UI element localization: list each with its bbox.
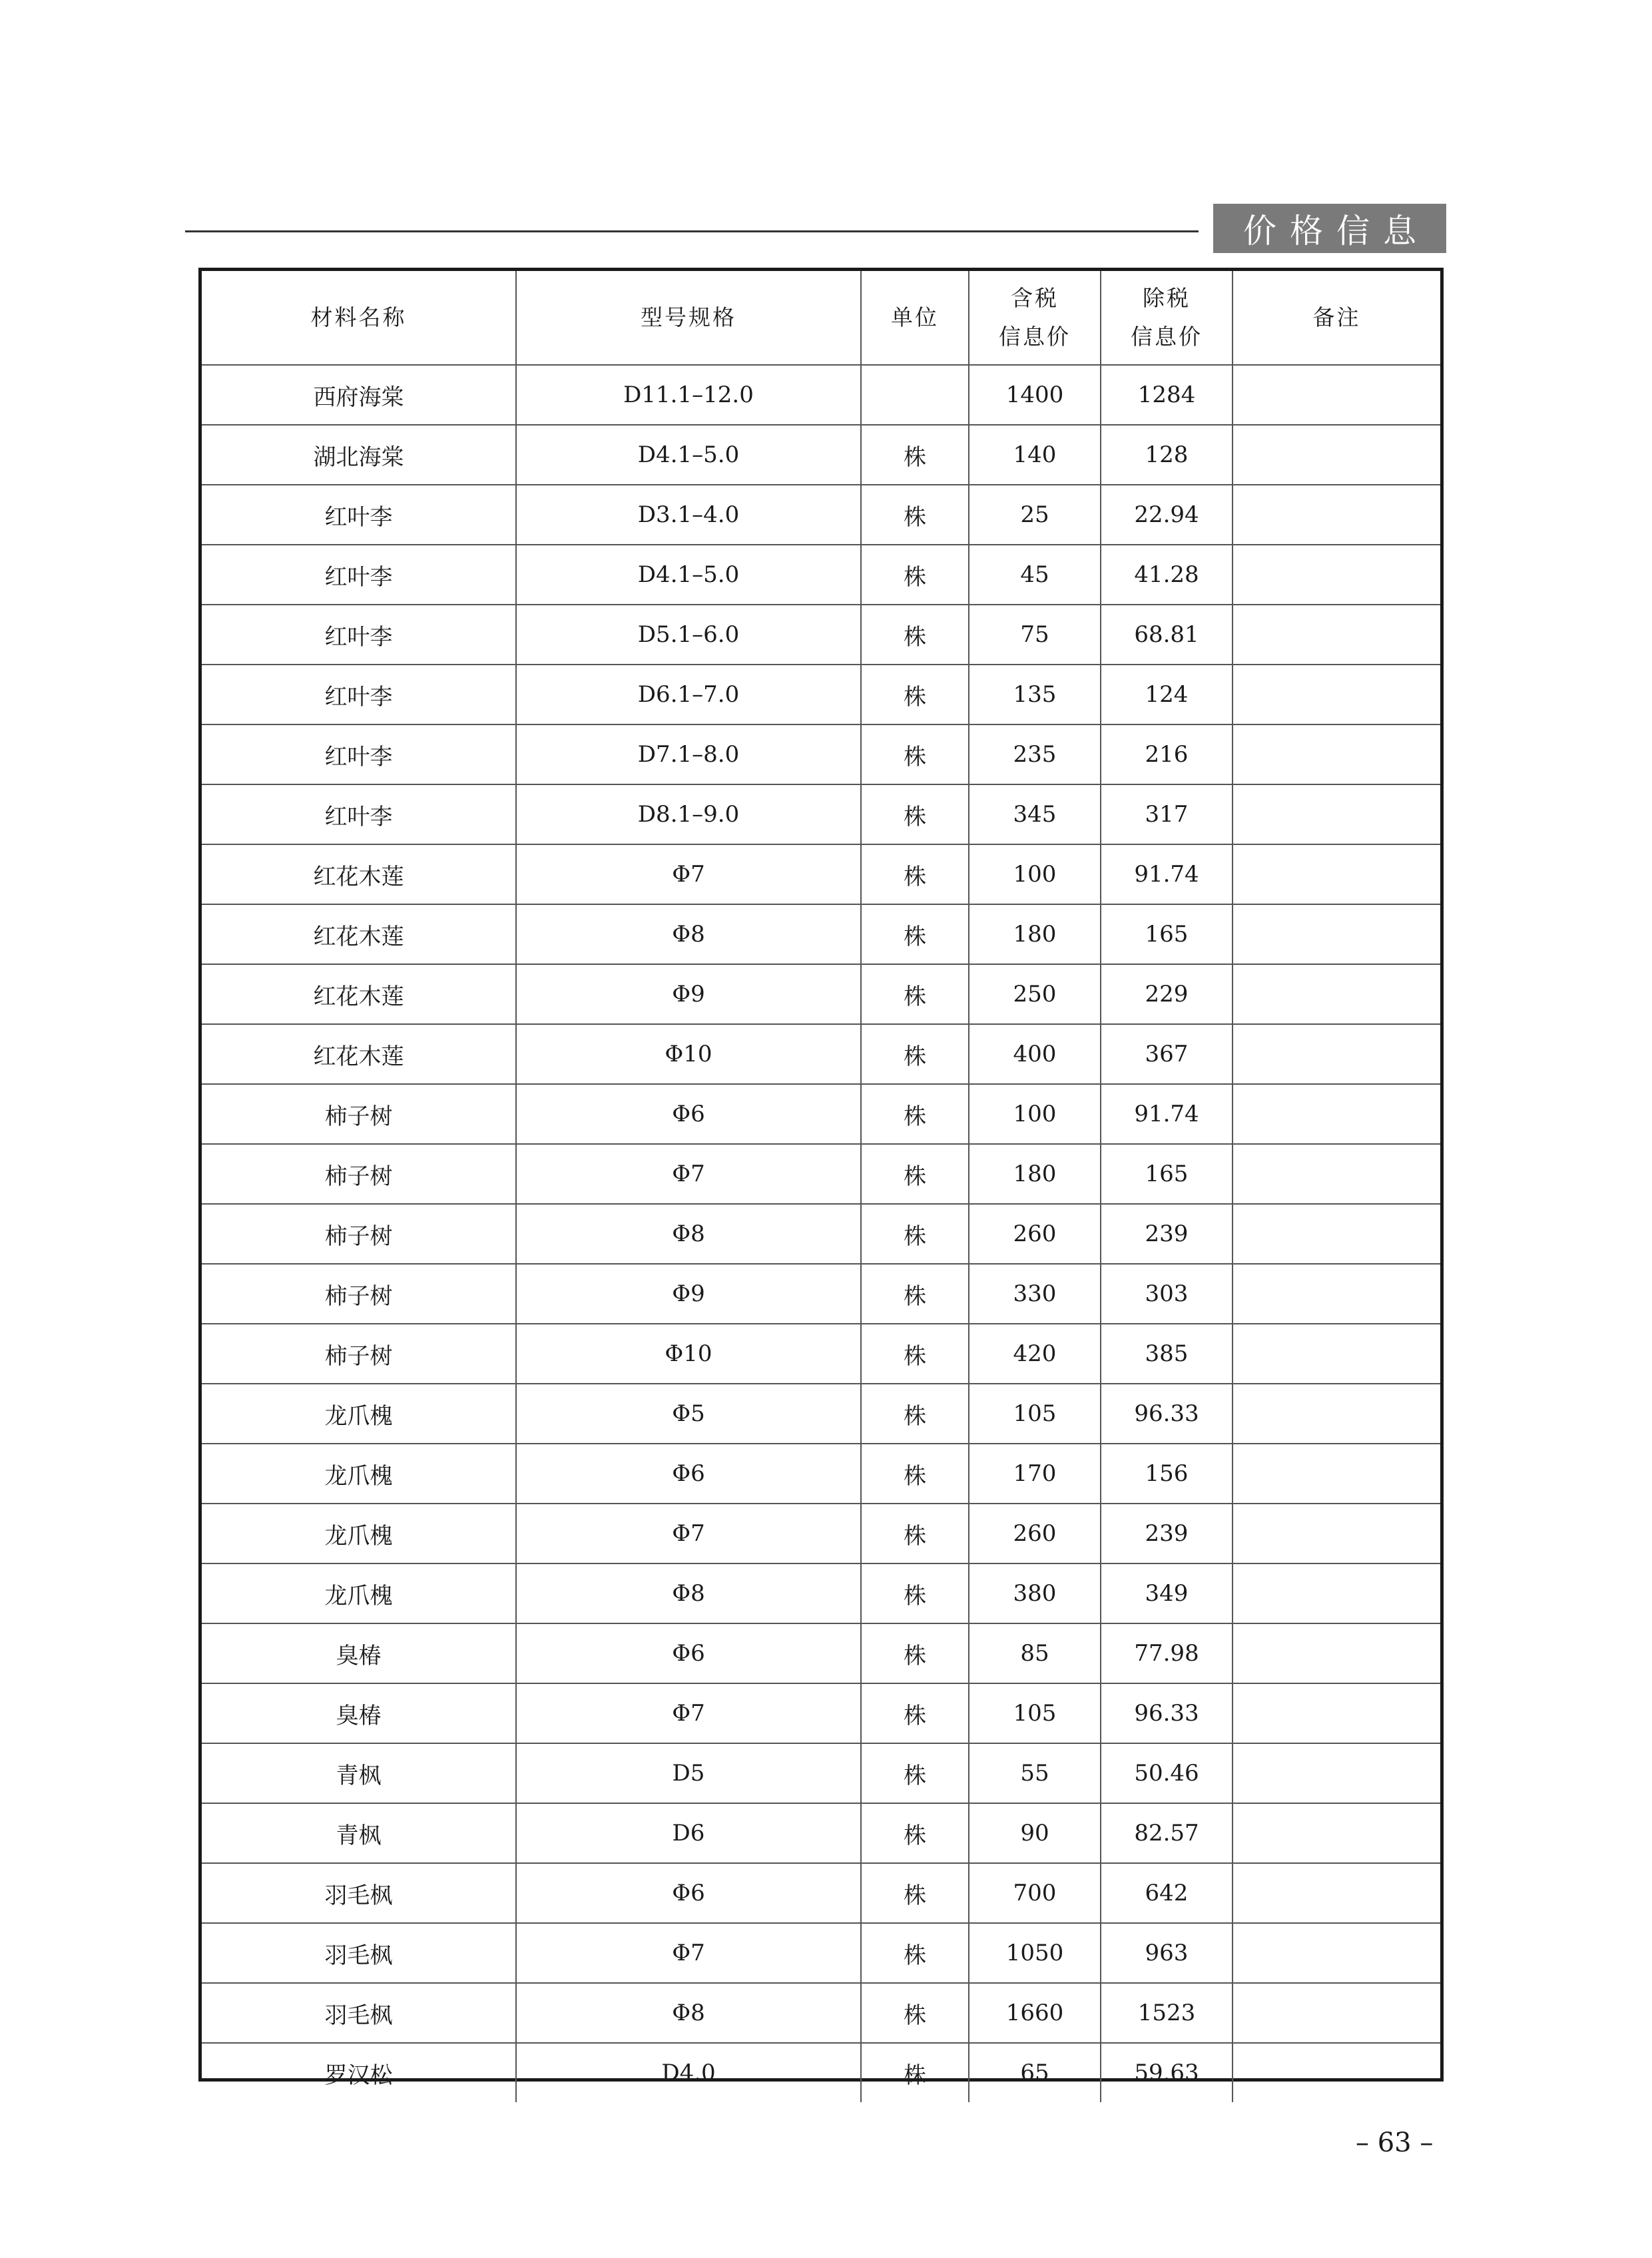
cell-tax-excl-price: 317 — [1101, 784, 1233, 844]
cell-remark — [1233, 1084, 1440, 1144]
cell-spec: D4.1–5.0 — [516, 425, 861, 485]
table-row — [202, 1444, 1440, 1504]
cell-tax-incl-price: 260 — [969, 1204, 1101, 1264]
cell-tax-incl-price: 140 — [969, 425, 1101, 485]
cell-tax-excl-price: 91.74 — [1101, 844, 1233, 904]
cell-tax-incl-price: 400 — [969, 1024, 1101, 1084]
cell-spec: Φ8 — [516, 904, 861, 964]
cell-tax-incl-price: 420 — [969, 1324, 1101, 1384]
col-header-tax-incl — [969, 271, 1101, 365]
cell-unit: 株 — [861, 784, 969, 844]
cell-spec: Φ8 — [516, 1563, 861, 1623]
cell-tax-excl-price: 349 — [1101, 1563, 1233, 1623]
cell-tax-incl-price: 65 — [969, 2043, 1101, 2102]
cell-tax-incl-price: 105 — [969, 1683, 1101, 1743]
cell-tax-excl-price: 128 — [1101, 425, 1233, 485]
cell-tax-excl-price: 229 — [1101, 964, 1233, 1024]
cell-unit: 株 — [861, 1264, 969, 1324]
cell-tax-excl-price: 91.74 — [1101, 1084, 1233, 1144]
table-row — [202, 1983, 1440, 2043]
cell-unit: 株 — [861, 1084, 969, 1144]
cell-spec: Φ8 — [516, 1983, 861, 2043]
cell-spec: Φ7 — [516, 1504, 861, 1563]
cell-remark — [1233, 1384, 1440, 1444]
cell-spec: D7.1–8.0 — [516, 724, 861, 784]
cell-name: 柿子树 — [202, 1144, 516, 1204]
cell-unit: 株 — [861, 1444, 969, 1504]
section-title: 价格信息 — [1213, 204, 1446, 253]
cell-tax-excl-price: 963 — [1101, 1923, 1233, 1983]
table-row — [202, 425, 1440, 485]
table-header-row — [202, 271, 1440, 365]
cell-spec: Φ6 — [516, 1623, 861, 1683]
cell-spec: D6.1–7.0 — [516, 665, 861, 724]
price-table — [202, 271, 1440, 2102]
cell-unit: 株 — [861, 1384, 969, 1444]
cell-unit: 株 — [861, 1923, 969, 1983]
cell-remark — [1233, 2043, 1440, 2102]
cell-tax-incl-price: 260 — [969, 1504, 1101, 1563]
cell-unit: 株 — [861, 665, 969, 724]
table-row — [202, 1204, 1440, 1264]
cell-spec: D8.1–9.0 — [516, 784, 861, 844]
cell-tax-excl-price: 385 — [1101, 1324, 1233, 1384]
cell-tax-excl-price: 77.98 — [1101, 1623, 1233, 1683]
cell-spec: D5 — [516, 1743, 861, 1803]
table-row — [202, 1743, 1440, 1803]
price-table-frame — [198, 268, 1444, 2089]
cell-tax-excl-price: 96.33 — [1101, 1683, 1233, 1743]
table-row — [202, 724, 1440, 784]
table-row — [202, 844, 1440, 904]
cell-name: 龙爪槐 — [202, 1444, 516, 1504]
cell-remark — [1233, 1504, 1440, 1563]
cell-tax-incl-price: 180 — [969, 1144, 1101, 1204]
table-row — [202, 2043, 1440, 2102]
col-header-tax-excl-line1: 除税 — [1143, 285, 1191, 311]
cell-tax-excl-price: 41.28 — [1101, 545, 1233, 605]
cell-unit: 株 — [861, 545, 969, 605]
cell-name: 柿子树 — [202, 1204, 516, 1264]
cell-unit: 株 — [861, 1563, 969, 1623]
cell-remark — [1233, 1803, 1440, 1863]
cell-tax-incl-price: 1400 — [969, 365, 1101, 425]
cell-spec: Φ6 — [516, 1084, 861, 1144]
cell-name: 湖北海棠 — [202, 425, 516, 485]
cell-name: 青枫 — [202, 1803, 516, 1863]
cell-unit: 株 — [861, 1983, 969, 2043]
cell-unit: 株 — [861, 1324, 969, 1384]
cell-tax-incl-price: 180 — [969, 904, 1101, 964]
cell-spec: Φ7 — [516, 1683, 861, 1743]
cell-remark — [1233, 1563, 1440, 1623]
cell-spec: Φ9 — [516, 964, 861, 1024]
cell-tax-excl-price: 82.57 — [1101, 1803, 1233, 1863]
col-header-tax-excl — [1101, 271, 1233, 365]
cell-remark — [1233, 904, 1440, 964]
cell-tax-incl-price: 135 — [969, 665, 1101, 724]
cell-spec: D4.0 — [516, 2043, 861, 2102]
col-header-tax-excl-line2: 信息价 — [1131, 324, 1203, 350]
cell-name: 柿子树 — [202, 1324, 516, 1384]
cell-tax-incl-price: 100 — [969, 1084, 1101, 1144]
cell-tax-incl-price: 1660 — [969, 1983, 1101, 2043]
table-row — [202, 784, 1440, 844]
cell-name: 红叶李 — [202, 784, 516, 844]
cell-tax-incl-price: 380 — [969, 1563, 1101, 1623]
cell-remark — [1233, 1623, 1440, 1683]
cell-remark — [1233, 665, 1440, 724]
cell-tax-incl-price: 170 — [969, 1444, 1101, 1504]
cell-remark — [1233, 724, 1440, 784]
cell-tax-excl-price: 239 — [1101, 1504, 1233, 1563]
cell-spec: Φ8 — [516, 1204, 861, 1264]
table-row — [202, 485, 1440, 545]
cell-unit: 株 — [861, 904, 969, 964]
cell-tax-excl-price: 156 — [1101, 1444, 1233, 1504]
cell-remark — [1233, 1863, 1440, 1923]
cell-name: 红叶李 — [202, 665, 516, 724]
cell-name: 臭椿 — [202, 1683, 516, 1743]
cell-remark — [1233, 1024, 1440, 1084]
col-header-tax-incl-line1: 含税 — [1011, 285, 1059, 311]
table-row — [202, 1803, 1440, 1863]
cell-remark — [1233, 1204, 1440, 1264]
cell-remark — [1233, 784, 1440, 844]
table-row — [202, 1683, 1440, 1743]
table-row — [202, 1324, 1440, 1384]
cell-tax-excl-price: 1284 — [1101, 365, 1233, 425]
cell-name: 龙爪槐 — [202, 1384, 516, 1444]
col-header-tax-incl-line2: 信息价 — [999, 324, 1071, 350]
cell-remark — [1233, 1683, 1440, 1743]
col-header-spec: 型号规格 — [516, 271, 861, 365]
cell-name: 罗汉松 — [202, 2043, 516, 2102]
table-row — [202, 665, 1440, 724]
cell-remark — [1233, 844, 1440, 904]
cell-spec: D6 — [516, 1803, 861, 1863]
cell-name: 羽毛枫 — [202, 1863, 516, 1923]
cell-remark — [1233, 964, 1440, 1024]
cell-name: 红叶李 — [202, 605, 516, 665]
cell-spec: D11.1–12.0 — [516, 365, 861, 425]
cell-remark — [1233, 1144, 1440, 1204]
page-number: – 63 – — [1356, 2127, 1434, 2158]
table-row — [202, 1144, 1440, 1204]
table-row — [202, 545, 1440, 605]
cell-remark — [1233, 1983, 1440, 2043]
cell-spec: Φ10 — [516, 1324, 861, 1384]
cell-unit — [861, 365, 969, 425]
cell-tax-incl-price: 235 — [969, 724, 1101, 784]
cell-tax-excl-price: 22.94 — [1101, 485, 1233, 545]
cell-unit: 株 — [861, 1623, 969, 1683]
table-row — [202, 365, 1440, 425]
cell-tax-incl-price: 55 — [969, 1743, 1101, 1803]
cell-unit: 株 — [861, 1504, 969, 1563]
cell-tax-excl-price: 216 — [1101, 724, 1233, 784]
table-row — [202, 1623, 1440, 1683]
cell-spec: Φ7 — [516, 1144, 861, 1204]
cell-name: 柿子树 — [202, 1084, 516, 1144]
col-header-remark: 备注 — [1233, 271, 1440, 365]
cell-tax-excl-price: 239 — [1101, 1204, 1233, 1264]
cell-unit: 株 — [861, 1024, 969, 1084]
cell-name: 龙爪槐 — [202, 1504, 516, 1563]
cell-spec: D4.1–5.0 — [516, 545, 861, 605]
cell-spec: Φ7 — [516, 1923, 861, 1983]
cell-remark — [1233, 1324, 1440, 1384]
col-header-name: 材料名称 — [202, 271, 516, 365]
cell-tax-incl-price: 100 — [969, 844, 1101, 904]
table-row — [202, 1084, 1440, 1144]
cell-unit: 株 — [861, 425, 969, 485]
header-rule — [185, 230, 1199, 232]
cell-name: 红花木莲 — [202, 1024, 516, 1084]
cell-name: 红叶李 — [202, 724, 516, 784]
cell-spec: Φ7 — [516, 844, 861, 904]
cell-unit: 株 — [861, 1863, 969, 1923]
cell-name: 羽毛枫 — [202, 1983, 516, 2043]
cell-tax-incl-price: 25 — [969, 485, 1101, 545]
cell-name: 红花木莲 — [202, 964, 516, 1024]
table-row — [202, 964, 1440, 1024]
cell-spec: Φ5 — [516, 1384, 861, 1444]
cell-unit: 株 — [861, 844, 969, 904]
cell-unit: 株 — [861, 1803, 969, 1863]
cell-tax-excl-price: 303 — [1101, 1264, 1233, 1324]
cell-tax-excl-price: 96.33 — [1101, 1384, 1233, 1444]
cell-remark — [1233, 545, 1440, 605]
table-row — [202, 1923, 1440, 1983]
cell-name: 柿子树 — [202, 1264, 516, 1324]
cell-name: 龙爪槐 — [202, 1563, 516, 1623]
col-header-unit: 单位 — [861, 271, 969, 365]
cell-name: 红叶李 — [202, 485, 516, 545]
cell-tax-excl-price: 59.63 — [1101, 2043, 1233, 2102]
table-row — [202, 1024, 1440, 1084]
cell-tax-incl-price: 105 — [969, 1384, 1101, 1444]
cell-tax-excl-price: 165 — [1101, 904, 1233, 964]
cell-tax-excl-price: 124 — [1101, 665, 1233, 724]
cell-tax-excl-price: 642 — [1101, 1863, 1233, 1923]
cell-remark — [1233, 365, 1440, 425]
cell-tax-incl-price: 250 — [969, 964, 1101, 1024]
cell-spec: Φ6 — [516, 1863, 861, 1923]
cell-spec: D5.1–6.0 — [516, 605, 861, 665]
cell-remark — [1233, 1923, 1440, 1983]
table-row — [202, 904, 1440, 964]
cell-name: 红花木莲 — [202, 904, 516, 964]
cell-tax-incl-price: 75 — [969, 605, 1101, 665]
cell-remark — [1233, 1444, 1440, 1504]
cell-unit: 株 — [861, 605, 969, 665]
cell-remark — [1233, 1743, 1440, 1803]
cell-unit: 株 — [861, 964, 969, 1024]
cell-tax-excl-price: 1523 — [1101, 1983, 1233, 2043]
cell-tax-incl-price: 90 — [969, 1803, 1101, 1863]
cell-tax-incl-price: 85 — [969, 1623, 1101, 1683]
cell-name: 臭椿 — [202, 1623, 516, 1683]
table-row — [202, 1384, 1440, 1444]
cell-tax-incl-price: 330 — [969, 1264, 1101, 1324]
cell-unit: 株 — [861, 724, 969, 784]
cell-tax-incl-price: 1050 — [969, 1923, 1101, 1983]
cell-tax-incl-price: 700 — [969, 1863, 1101, 1923]
cell-unit: 株 — [861, 2043, 969, 2102]
cell-spec: D3.1–4.0 — [516, 485, 861, 545]
table-body — [202, 365, 1440, 2102]
cell-tax-excl-price: 50.46 — [1101, 1743, 1233, 1803]
cell-remark — [1233, 425, 1440, 485]
table-row — [202, 605, 1440, 665]
cell-name: 西府海棠 — [202, 365, 516, 425]
cell-name: 红花木莲 — [202, 844, 516, 904]
cell-spec: Φ10 — [516, 1024, 861, 1084]
cell-spec: Φ9 — [516, 1264, 861, 1324]
cell-remark — [1233, 605, 1440, 665]
cell-name: 红叶李 — [202, 545, 516, 605]
cell-unit: 株 — [861, 1204, 969, 1264]
table-row — [202, 1563, 1440, 1623]
cell-remark — [1233, 485, 1440, 545]
cell-tax-incl-price: 45 — [969, 545, 1101, 605]
cell-unit: 株 — [861, 1683, 969, 1743]
cell-tax-excl-price: 367 — [1101, 1024, 1233, 1084]
cell-name: 羽毛枫 — [202, 1923, 516, 1983]
table-row — [202, 1264, 1440, 1324]
cell-unit: 株 — [861, 1144, 969, 1204]
cell-tax-excl-price: 165 — [1101, 1144, 1233, 1204]
cell-tax-incl-price: 345 — [969, 784, 1101, 844]
cell-unit: 株 — [861, 1743, 969, 1803]
table-row — [202, 1504, 1440, 1563]
cell-name: 青枫 — [202, 1743, 516, 1803]
table-row — [202, 1863, 1440, 1923]
cell-unit: 株 — [861, 485, 969, 545]
cell-remark — [1233, 1264, 1440, 1324]
cell-tax-excl-price: 68.81 — [1101, 605, 1233, 665]
cell-spec: Φ6 — [516, 1444, 861, 1504]
